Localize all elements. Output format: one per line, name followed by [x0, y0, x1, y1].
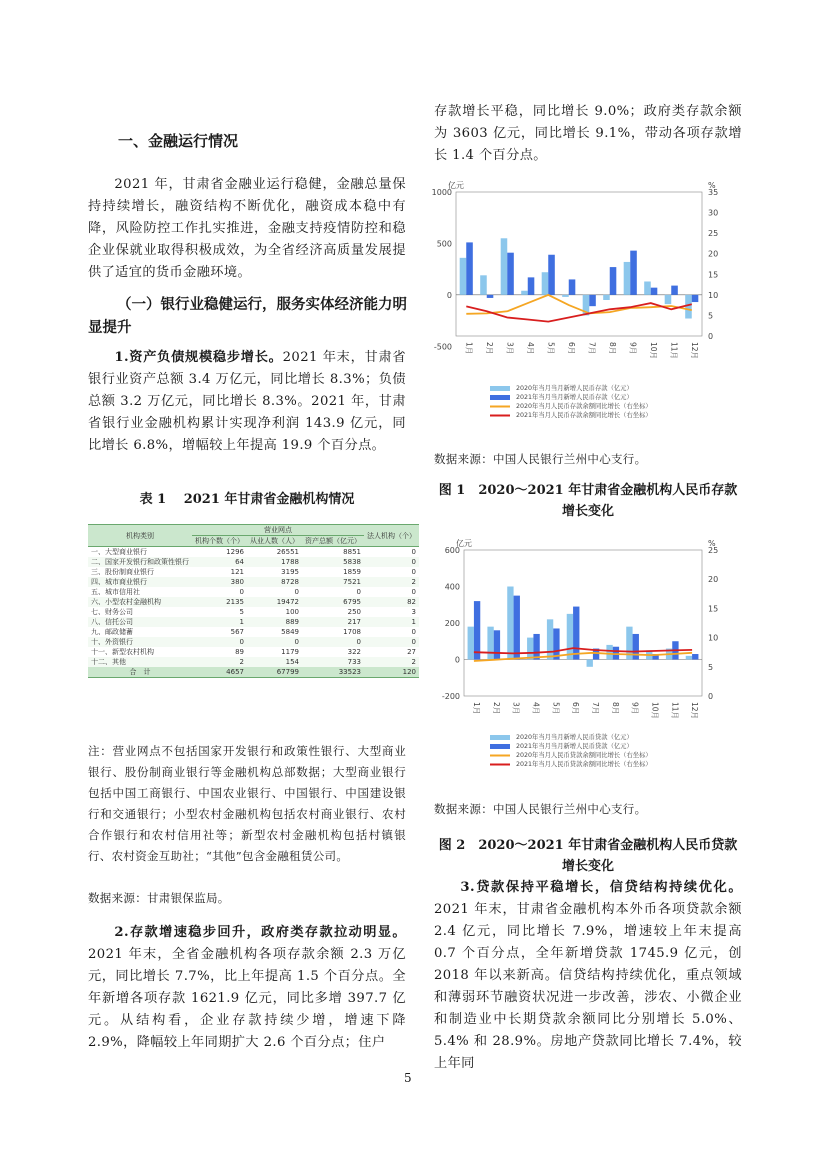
table-cell-assets: 217	[347, 618, 361, 626]
bar-2020	[501, 238, 508, 295]
table-cell-assets: 0	[356, 638, 361, 646]
paragraph-2-lead: 2.存款增速稳步回升，政府类存款拉动明显。	[114, 925, 406, 940]
x-tick-label: 11月	[669, 342, 679, 360]
bar-2020	[521, 291, 528, 295]
bar-2021	[466, 242, 473, 294]
y-right-tick: 25	[708, 229, 719, 239]
y-right-tick: 25	[708, 546, 719, 555]
bar-2020	[460, 258, 467, 295]
bar-2020	[624, 262, 631, 295]
paragraph-2-body: 2021 年末，全省金融机构各项存款余额 2.3 万亿元，同比增长 7.7%，比上年提高 1.5 个百分点。全年新增各项存款 1621.9 亿元，同比多增 397.7 亿元。从结构看，企业存款持续少增，增速下降 2.9%，降幅较上年同期扩大 2.6 个百分点；住户	[88, 947, 406, 1050]
y-left-tick: -500	[433, 342, 452, 352]
table-row	[88, 617, 419, 627]
table-note: 注：营业网点不包括国家开发银行和政策性银行、大型商业银行、股份制商业银行等金融机构总部数据；大型商业银行包括中国工商银行、中国农业银行、中国银行、中国建设银行和交通银行；小型农村金融机构包括农村商业银行、农村合作银行和农村信用社等；新型农村金融机构包括村镇银行、农村资金互助社；“其他”包含金融租赁公司。	[88, 744, 406, 863]
table-cell-name: 四、城市商业银行	[91, 578, 147, 586]
bar-2021	[613, 647, 619, 660]
table-row	[88, 657, 419, 667]
x-tick-label: 6月	[566, 342, 576, 355]
y-left-tick: 0	[454, 655, 460, 665]
legend-swatch	[490, 386, 510, 391]
paragraph-1	[88, 347, 406, 457]
table-cell-legal: 0	[411, 588, 416, 596]
table-cell-count: 89	[235, 648, 244, 656]
y-left-tick: 0	[446, 290, 452, 300]
col-header-type: 机构类别	[88, 525, 192, 547]
table-cell-assets: 7521	[343, 578, 361, 586]
bar-2020	[644, 281, 651, 294]
y-right-tick: 5	[708, 311, 714, 321]
legend-label: 2021年当月当月新增人民币存款（亿元）	[516, 394, 633, 401]
bar-2021	[569, 279, 576, 294]
bar-2021	[692, 654, 698, 659]
y-left-tick: -200	[441, 692, 460, 701]
legend-swatch	[490, 735, 510, 740]
bar-2020	[686, 656, 692, 660]
x-tick-label: 3月	[511, 702, 521, 715]
bar-2020	[562, 295, 569, 297]
x-tick-label: 8月	[607, 342, 617, 355]
y-right-tick: 0	[708, 332, 714, 341]
bar-2020	[507, 587, 513, 660]
table-cell-count: 1296	[226, 548, 244, 556]
bar-2021	[589, 295, 596, 306]
table-cell-staff: 100	[285, 608, 299, 616]
y-right-tick: 15	[708, 270, 719, 280]
bar-2020	[480, 275, 487, 295]
paragraph-right-top: 存款增长平稳，同比增长 9.0%；政府类存款余额为 3603 亿元，同比增长 9.1%，带动各项存款增长 1.4 个百分点。	[434, 104, 742, 163]
total-legal: 120	[402, 668, 416, 676]
bar-2020	[487, 627, 493, 660]
total-staff: 67799	[276, 668, 299, 676]
table-cell-staff: 3195	[281, 568, 299, 576]
bar-2021	[610, 267, 617, 295]
bar-2021	[494, 630, 500, 659]
x-tick-label: 4月	[531, 702, 541, 715]
paragraph-3	[434, 877, 742, 1075]
total-assets: 33523	[338, 668, 361, 676]
table-cell-name: 五、城市信用社	[91, 588, 140, 596]
financial-institutions-table	[88, 524, 419, 678]
legend-swatch	[490, 744, 510, 749]
table-cell-staff: 1788	[281, 558, 299, 566]
y-right-tick: 10	[708, 290, 719, 300]
subheading: （一）银行业稳健运行，服务实体经济能力明显提升	[88, 296, 407, 336]
table-cell-count: 567	[230, 628, 244, 636]
y-left-label: 亿元	[448, 181, 464, 190]
bar-2021	[514, 596, 520, 660]
paragraph-3-lead: 3.贷款保持平稳增长，信贷结构持续优化。	[460, 880, 742, 895]
col-group-header: 营业网点	[192, 525, 364, 536]
bar-2021	[671, 286, 678, 295]
table-cell-count: 380	[230, 578, 244, 586]
y-left-tick: 1000	[431, 188, 452, 197]
table-row	[88, 547, 419, 558]
paragraph-3-body: 2021 年末，甘肃省金融机构本外币各项贷款余额 2.4 亿元，同比增长 7.9%，增速较上年末提高 0.7 个百分点，全年新增贷款 1745.9 亿元，创 2018 年以来新高。信贷结构持续优化，重点领域和薄弱环节融资状况进一步改善，涉农、小微企业和制造业中长期贷款余额同比分别增长 5.0%、5.4% 和 28.9%。房地产贷款同比增长 7.4%，较上年同	[434, 902, 742, 1071]
x-tick-label: 9月	[630, 702, 640, 715]
table-cell-legal: 2	[411, 658, 416, 666]
table-cell-legal: 2	[411, 578, 416, 586]
page-number: 5	[404, 1071, 412, 1085]
table-cell-count: 64	[235, 558, 244, 566]
col-header-legal: 法人机构（个）	[364, 525, 419, 547]
y-left-tick: 200	[444, 619, 460, 628]
table-cell-assets: 250	[347, 608, 361, 616]
bar-2020	[665, 295, 672, 304]
table-cell-name: 十二、其他	[91, 658, 126, 666]
table-cell-legal: 0	[411, 638, 416, 646]
bar-2021	[528, 277, 535, 294]
x-tick-label: 4月	[525, 342, 535, 355]
table-row	[88, 557, 419, 567]
table-cell-name: 九、邮政储蓄	[91, 628, 133, 636]
table-cell-assets: 6795	[343, 598, 361, 606]
section-heading: 一、金融运行情况	[118, 132, 239, 150]
bar-2021	[533, 634, 539, 660]
table-row	[88, 637, 419, 647]
table-row	[88, 607, 419, 617]
table-cell-legal: 82	[407, 598, 416, 606]
loan-chart	[434, 536, 742, 782]
x-tick-label: 9月	[628, 342, 638, 355]
y-right-tick: 35	[708, 188, 719, 197]
table-total-row	[88, 667, 419, 678]
col-header-assets: 资产总额（亿元）	[302, 536, 364, 547]
table-cell-staff: 26551	[276, 548, 299, 556]
table-cell-count: 2	[239, 658, 244, 666]
table-cell-name: 六、小型农村金融机构	[91, 598, 161, 606]
table-cell-legal: 0	[411, 628, 416, 636]
x-tick-label: 1月	[464, 342, 474, 355]
table-cell-staff: 889	[285, 618, 299, 626]
table-cell-count: 1	[239, 618, 244, 626]
legend-label: 2020年当月人民币存款余额同比增长（右坐标）	[516, 403, 652, 410]
bar-2020	[606, 645, 612, 660]
plot-frame	[456, 192, 702, 336]
x-tick-label: 8月	[610, 702, 620, 715]
x-tick-label: 7月	[587, 342, 597, 355]
table-row	[88, 597, 419, 607]
table-cell-assets: 1708	[343, 628, 361, 636]
x-tick-label: 5月	[546, 342, 556, 355]
table-cell-staff: 1179	[281, 648, 299, 656]
table-cell-count: 121	[230, 568, 244, 576]
y-right-tick: 20	[708, 249, 719, 259]
table-cell-legal: 3	[411, 608, 416, 616]
bar-2021	[692, 295, 699, 302]
table-cell-staff: 19472	[276, 598, 299, 606]
table-cell-staff: 5849	[281, 628, 299, 636]
x-tick-label: 11月	[670, 702, 680, 720]
bar-2020	[547, 619, 553, 659]
table-cell-name: 十、外资银行	[91, 638, 133, 646]
y-right-tick: 15	[708, 604, 719, 614]
paragraph-2	[88, 922, 406, 1054]
table-cell-assets: 322	[347, 648, 361, 656]
table-cell-name: 三、股份制商业银行	[91, 568, 154, 576]
bar-2021	[630, 251, 637, 295]
x-tick-label: 12月	[690, 702, 700, 720]
x-tick-label: 1月	[471, 702, 481, 715]
table-cell-assets: 8851	[343, 548, 361, 556]
bar-2020	[567, 614, 573, 660]
legend-label: 2021年当月人民币存款余额同比增长（右坐标）	[516, 412, 652, 419]
legend-label: 2021年当月人民币贷款余额同比增长（右坐标）	[516, 761, 652, 768]
paragraph-1-body: 2021 年末，甘肃省银行业资产总额 3.4 万亿元，同比增长 8.3%；负债总额 3.2 万亿元，同比增长 8.3%。2021 年，甘肃省银行业金融机构累计实现净利润 143.9 亿元，同比增长 6.8%，增幅较上年提高 19.9 个百分点。	[88, 350, 407, 453]
y-right-tick: 20	[708, 575, 719, 585]
figure-2-caption: 图 2 2020～2021 年甘肃省金融机构人民币贷款增长变化	[438, 838, 738, 874]
x-tick-label: 3月	[505, 342, 515, 355]
figure-1-caption: 图 1 2020～2021 年甘肃省金融机构人民币存款增长变化	[438, 483, 738, 519]
intro-paragraph: 2021 年，甘肃省金融业运行稳健，金融总量保持持续增长，融资结构不断优化，融资成本稳中有降，风险防控工作扎实推进，金融支持疫情防控和稳企业保就业取得积极成效，为全省经济高质量发展提供了适宜的货币金融环境。	[88, 177, 406, 280]
bar-2021	[548, 255, 555, 295]
col-header-staff: 从业人数（人）	[247, 536, 302, 547]
table-cell-name: 七、财务公司	[91, 608, 133, 616]
x-tick-label: 5月	[551, 702, 561, 715]
table-cell-staff: 0	[294, 588, 299, 596]
x-tick-label: 6月	[571, 702, 581, 715]
legend-swatch	[490, 395, 510, 400]
deposit-chart	[431, 172, 742, 440]
bar-2021	[573, 607, 579, 660]
plot-frame	[464, 550, 702, 696]
table-source: 数据来源：甘肃银保监局。	[88, 891, 230, 905]
y-right-tick: 5	[708, 662, 714, 672]
table-cell-legal: 1	[411, 618, 416, 626]
figure-1-source: 数据来源：中国人民银行兰州中心支行。	[434, 452, 647, 466]
total-label: 合 计	[129, 668, 151, 676]
legend-label: 2020年当月当月新增人民币存款（亿元）	[516, 385, 633, 392]
x-tick-label: 2月	[484, 342, 494, 355]
bar-2020	[527, 638, 533, 660]
table-cell-legal: 0	[411, 568, 416, 576]
x-tick-label: 12月	[689, 342, 699, 360]
table-cell-count: 5	[239, 608, 244, 616]
table-cell-legal: 0	[411, 558, 416, 566]
legend-label: 2021年当月当月新增人民币贷款（亿元）	[516, 743, 633, 750]
y-right-label: %	[708, 181, 716, 190]
table-cell-name: 八、信托公司	[91, 618, 133, 626]
total-count: 4657	[226, 668, 244, 676]
y-left-tick: 600	[444, 546, 460, 555]
table-title: 表 1 2021 年甘肃省金融机构情况	[139, 492, 355, 507]
table-cell-name: 一、大型商业银行	[91, 548, 147, 556]
bar-2020	[542, 272, 549, 295]
y-left-tick: 500	[436, 239, 452, 249]
y-left-label: 亿元	[456, 539, 472, 548]
y-right-tick: 30	[708, 208, 719, 218]
table-row	[88, 587, 419, 597]
bar-2020	[603, 295, 610, 300]
y-right-label: %	[708, 539, 716, 548]
table-row	[88, 567, 419, 577]
legend-label: 2020年当月人民币贷款余额同比增长（右坐标）	[516, 752, 652, 759]
table-cell-count: 0	[239, 588, 244, 596]
bar-2021	[507, 253, 514, 295]
table-row	[88, 627, 419, 637]
figure-2-source: 数据来源：中国人民银行兰州中心支行。	[434, 802, 647, 816]
table-cell-assets: 0	[356, 588, 361, 596]
bar-2021	[633, 634, 639, 660]
table-cell-assets: 1859	[343, 568, 361, 576]
bar-2020	[468, 627, 474, 660]
table-cell-count: 2135	[226, 598, 244, 606]
table-cell-staff: 154	[285, 658, 299, 666]
bar-2020	[685, 295, 692, 319]
bar-2021	[651, 288, 658, 295]
table-row	[88, 647, 419, 657]
table-cell-staff: 0	[294, 638, 299, 646]
legend-label: 2020年当月当月新增人民币贷款（亿元）	[516, 734, 633, 741]
table-cell-legal: 27	[407, 648, 416, 656]
y-right-tick: 10	[708, 633, 719, 643]
bar-2021	[487, 295, 494, 298]
x-tick-label: 10月	[650, 702, 660, 720]
paragraph-1-lead: 1.资产负债规模稳步增长。	[114, 350, 283, 365]
col-header-count: 机构个数（个）	[192, 536, 247, 547]
x-tick-label: 2月	[491, 702, 501, 715]
table-cell-count: 0	[239, 638, 244, 646]
y-right-tick: 0	[708, 692, 714, 701]
y-left-tick: 400	[444, 582, 460, 592]
bar-2020	[587, 660, 593, 667]
table-cell-name: 二、国家开发银行和政策性银行	[91, 558, 189, 566]
table-cell-legal: 0	[411, 548, 416, 556]
table-cell-assets: 5838	[343, 558, 361, 566]
table-cell-assets: 733	[347, 658, 361, 666]
x-tick-label: 10月	[648, 342, 658, 360]
table-cell-staff: 8728	[281, 578, 299, 586]
table-cell-name: 十一、新型农村机构	[91, 648, 154, 656]
table-row	[88, 577, 419, 587]
bar-2021	[474, 601, 480, 659]
x-tick-label: 7月	[590, 702, 600, 715]
